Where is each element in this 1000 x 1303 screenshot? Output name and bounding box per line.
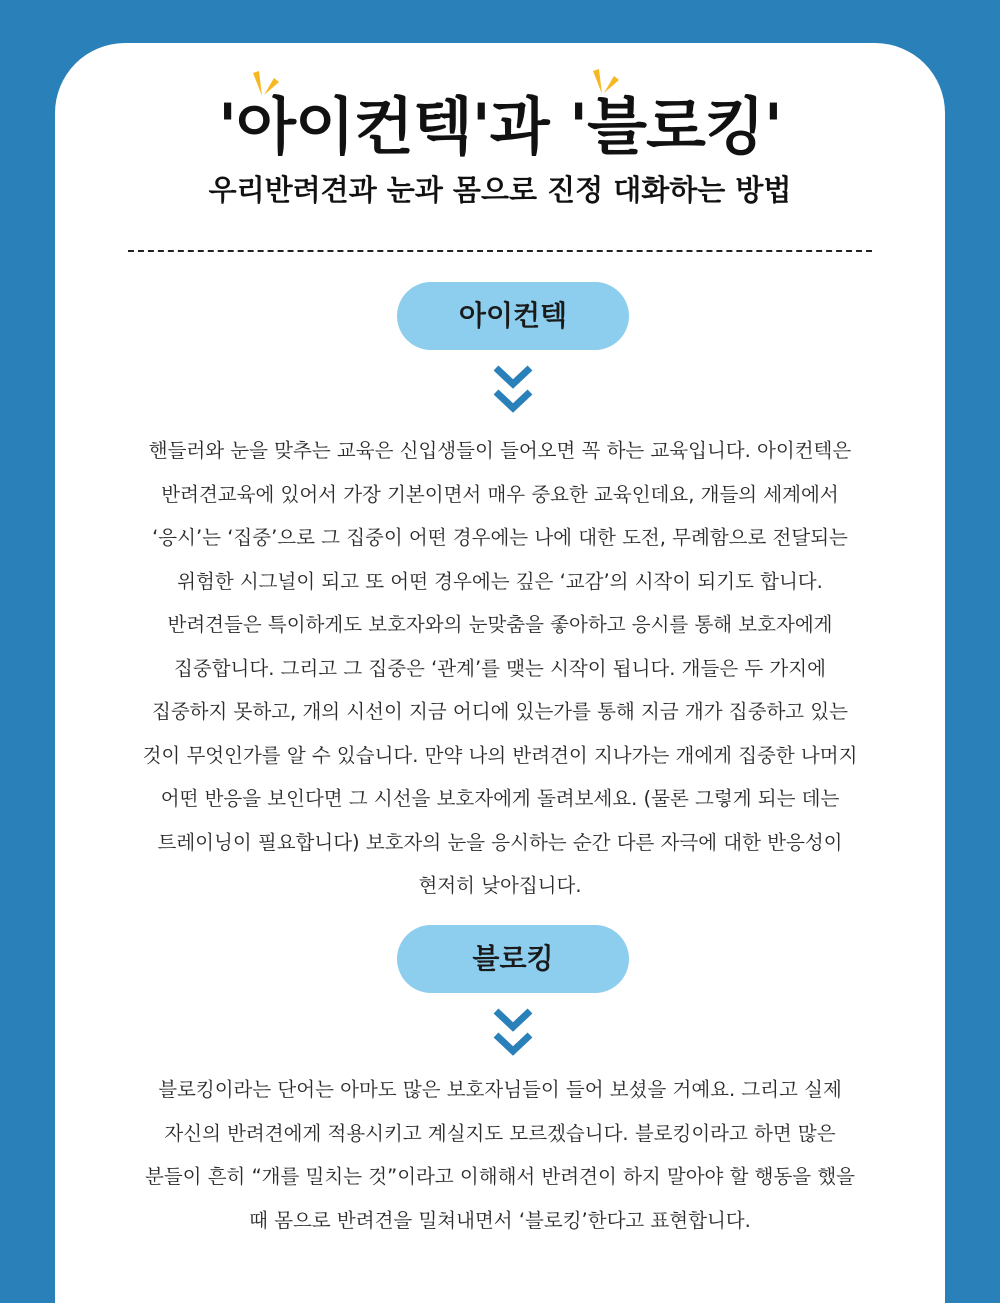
eye-contact-paragraph <box>100 429 900 908</box>
paragraph-line: 집중합니다. 그리고 그 집중은 ‘관계’를 맺는 시작이 됩니다. 개들은 두 가지에 <box>174 656 826 680</box>
chevron-down-icon <box>491 1005 535 1061</box>
dashed-divider <box>128 250 872 252</box>
paragraph-line: 분들이 흔히 “개를 밀치는 것”이라고 이해해서 반려견이 하지 말아야 할 행동을 했을 <box>144 1165 855 1188</box>
section-label-eye-contact: 아이컨텍 <box>397 282 629 350</box>
paragraph-line: 핸들러와 눈을 맞추는 교육은 신입생들이 들어오면 꼭 하는 교육입니다. 아이컨텍은 <box>148 439 852 462</box>
paragraph-line: 반려견들은 특이하게도 보호자와의 눈맞춤을 좋아하고 응시를 통해 보호자에게 <box>167 613 833 636</box>
paragraph-line: 것이 무엇인가를 알 수 있습니다. 만약 나의 반려견이 지나가는 개에게 집중한 나머지 <box>142 743 858 767</box>
paragraph-line: 트레이닝이 필요합니다) 보호자의 눈을 응시하는 순간 다른 자극에 대한 반응성이 <box>157 830 843 854</box>
paragraph-line: 어떤 반응을 보인다면 그 시선을 보호자에게 돌려보세요. (물론 그렇게 되는 데는 <box>160 787 840 810</box>
paragraph-line: 자신의 반려견에게 적용시키고 계실지도 모르겠습니다. 블로킹이라고 하면 많은 <box>164 1121 836 1145</box>
page-subtitle: 우리반려견과 눈과 몸으로 진정 대화하는 방법 <box>208 173 792 207</box>
paragraph-line: 현저히 낮아집니다. <box>418 874 582 897</box>
paragraph-line: 블로킹이라는 단어는 아마도 많은 보호자님들이 들어 보셨을 거예요. 그리고 실제 <box>158 1078 842 1101</box>
blocking-paragraph <box>100 1068 900 1242</box>
paragraph-line: 반려견교육에 있어서 가장 기본이면서 매우 중요한 교육인데요, 개들의 세계에서 <box>161 482 839 506</box>
paragraph-line: 때 몸으로 반려견을 밀쳐내면서 ‘블로킹’한다고 표현합니다. <box>249 1208 751 1232</box>
chevron-down-icon <box>491 362 535 418</box>
page-title: '아이컨텍'과 '블로킹' <box>218 90 782 163</box>
section-label-blocking: 블로킹 <box>397 925 629 993</box>
paragraph-line: 위험한 시그널이 되고 또 어떤 경우에는 깊은 ‘교감’의 시작이 되기도 합니다. <box>177 569 823 593</box>
paragraph-line: 집중하지 못하고, 개의 시선이 지금 어디에 있는가를 통해 지금 개가 집중하고 있는 <box>151 700 848 723</box>
paragraph-line: ‘응시’는 ‘집중’으로 그 집중이 어떤 경우에는 나에 대한 도전, 무례함으로 전달되는 <box>152 526 848 549</box>
